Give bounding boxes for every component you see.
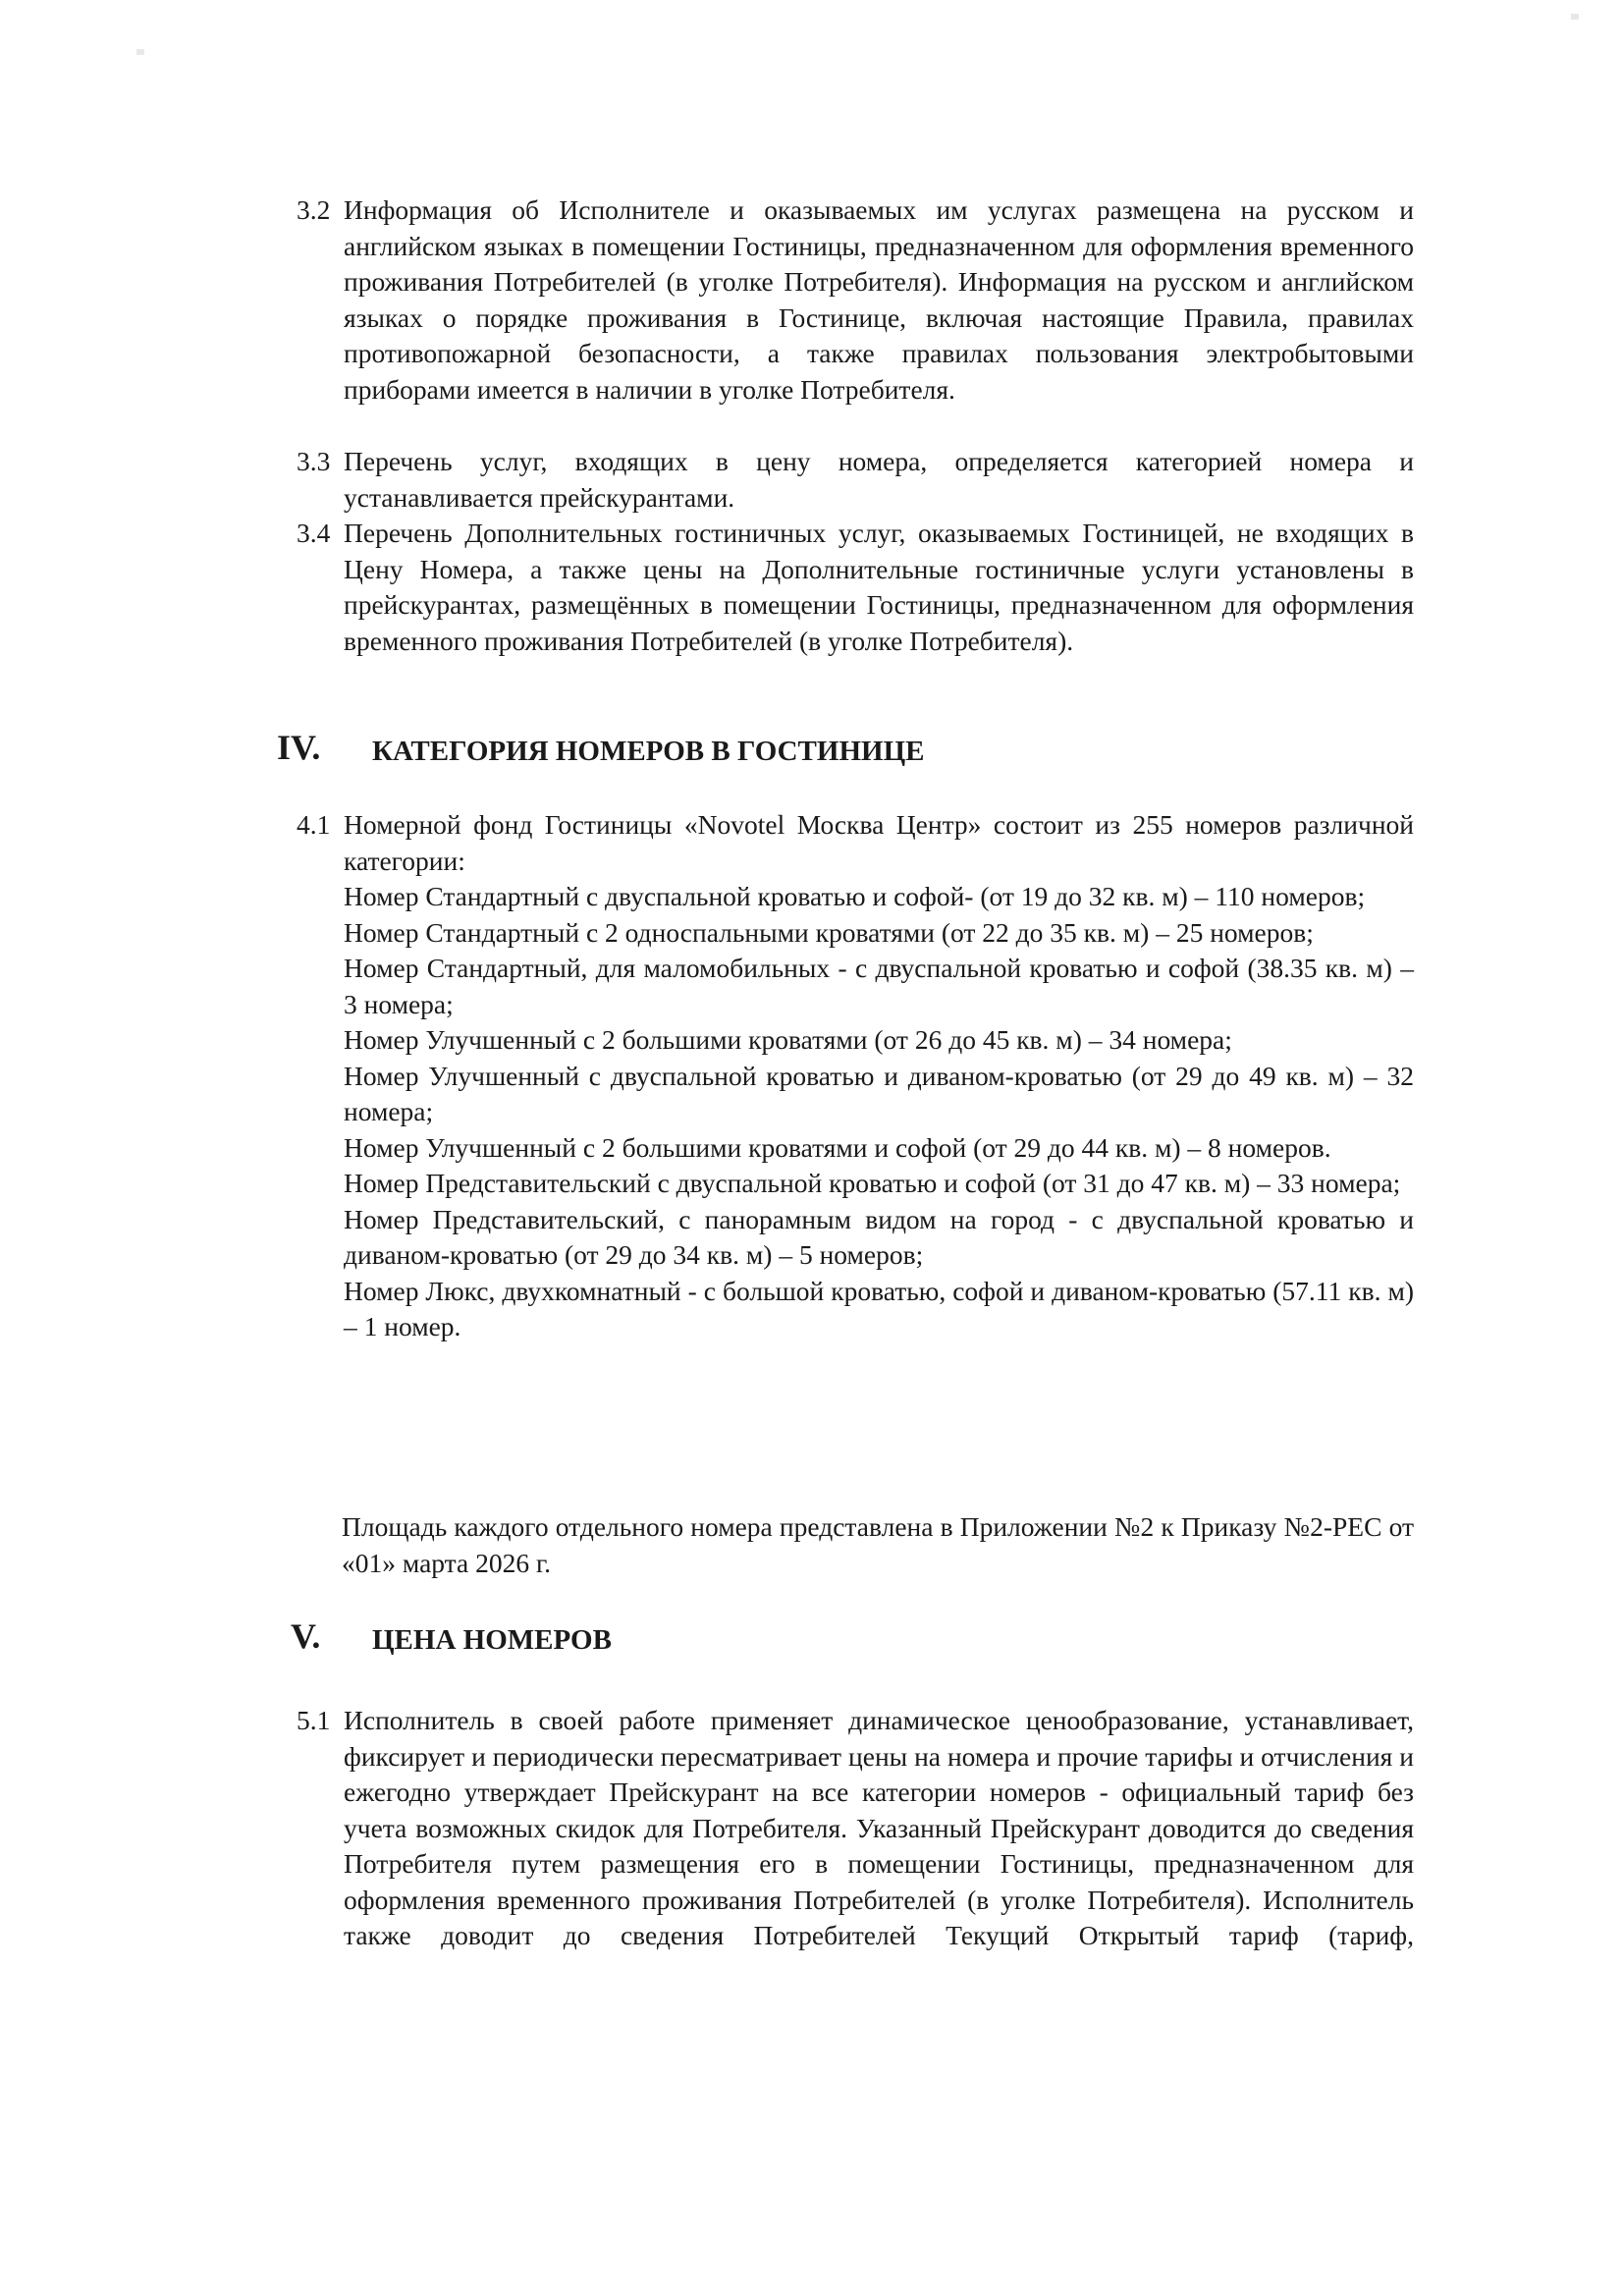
section-number: IV.	[277, 728, 321, 767]
room-category-item: Номер Стандартный, для маломобильных - с двуспальной кроватью и софой (38.35 кв. м) – 3 номера;	[344, 953, 1414, 1019]
room-category-item: Номер Улучшенный с 2 большими кроватями и софой (от 29 до 44 кв. м) – 8 номеров.	[344, 1131, 1331, 1163]
room-category-item: Номер Представительский с двуспальной кроватью и софой (от 31 до 47 кв. м) – 33 номера;	[344, 1168, 1401, 1198]
clause-number: 3.2	[297, 194, 331, 225]
clause-3-4	[297, 516, 1414, 659]
clause-5-1	[297, 1703, 1414, 1954]
clause-number: 3.3	[297, 446, 331, 476]
section-title: ЦЕНА НОМЕРОВ	[372, 1624, 612, 1656]
clause-4-1	[297, 807, 1414, 1345]
section-number: V.	[291, 1616, 321, 1656]
room-category-item: Номер Люкс, двухкомнатный - с большой кроватью, софой и диваном-кроватью (57.11 кв. м) – 1 номер.	[344, 1275, 1414, 1341]
clause-3-3	[297, 444, 1414, 516]
clause-number: 4.1	[297, 809, 331, 840]
clause-text: Перечень услуг, входящих в цену номера, определяется категорией номера и устанавливается прейскурантами.	[344, 446, 1414, 513]
clause-text: Исполнитель в своей работе применяет динамическое ценообразование, устанавливает, фиксирует и периодически пересматривает цены на номера и прочие тарифы и отчисления и ежегодно утверждает Прейскурант на все категории номеров - официальный тариф без учета возможных скидок для Потребителя. Указанный Прейскурант доводится до сведения Потребителя путем размещения его в помещении Гостиницы, предназначенном для оформления временного проживания Потребителей (в уголке Потребителя). Исполнитель также доводит до сведения Потребителей Текущий Открытый тариф (тариф,	[344, 1705, 1414, 1950]
clause-text: Информация об Исполнителе и оказываемых им услугах размещена на русском и английском языках в помещении Гостиницы, предназначенном для оформления временного проживания Потребителей (в уголке Потребителя). Информация на русском и английском языках о порядке проживания в Гостинице, включая настоящие Правила, правилах противопожарной безопасности, а также правилах пользования электробытовыми приборами имеется в наличии в уголке Потребителя.	[344, 194, 1414, 405]
room-category-item: Номер Стандартный с 2 односпальными кроватями (от 22 до 35 кв. м) – 25 номеров;	[344, 916, 1314, 948]
section-title: КАТЕГОРИЯ НОМЕРОВ В ГОСТИНИЦЕ	[372, 736, 925, 767]
clause-list	[344, 807, 1414, 1345]
area-note: Площадь каждого отдельного номера представлена в Приложении №2 к Приказу №2-РЕС от «01» марта 2026 г.	[342, 1511, 1414, 1578]
clause-number: 5.1	[297, 1705, 331, 1735]
clause-text: Перечень Дополнительных гостиничных услуг, оказываемых Гостиницей, не входящих в Цену Номера, а также цены на Дополнительные гостиничные услуги установлены в прейскурантах, размещённых в помещении Гостиницы, предназначенном для оформления временного проживания Потребителей (в уголке Потребителя).	[344, 518, 1414, 656]
scan-artifact	[1571, 14, 1579, 20]
clause-3-2	[297, 192, 1414, 408]
clause-intro: Номерной фонд Гостиницы «Novotel Москва Центр» состоит из 255 номеров различной категории:	[344, 809, 1414, 876]
room-category-item: Номер Улучшенный с 2 большими кроватями (от 26 до 45 кв. м) – 34 номера;	[344, 1024, 1232, 1055]
scan-artifact	[136, 49, 144, 55]
clause-number: 3.4	[297, 518, 331, 548]
room-category-item: Номер Представительский, с панорамным видом на город - с двуспальной кроватью и диваном-кроватью (от 29 до 34 кв. м) – 5 номеров;	[344, 1203, 1414, 1270]
room-category-item: Номер Стандартный с двуспальной кроватью и софой- (от 19 до 32 кв. м) – 110 номеров;	[344, 881, 1366, 911]
room-category-item: Номер Улучшенный с двуспальной кроватью и диваном-кроватью (от 29 до 49 кв. м) – 32 номера;	[344, 1060, 1414, 1126]
